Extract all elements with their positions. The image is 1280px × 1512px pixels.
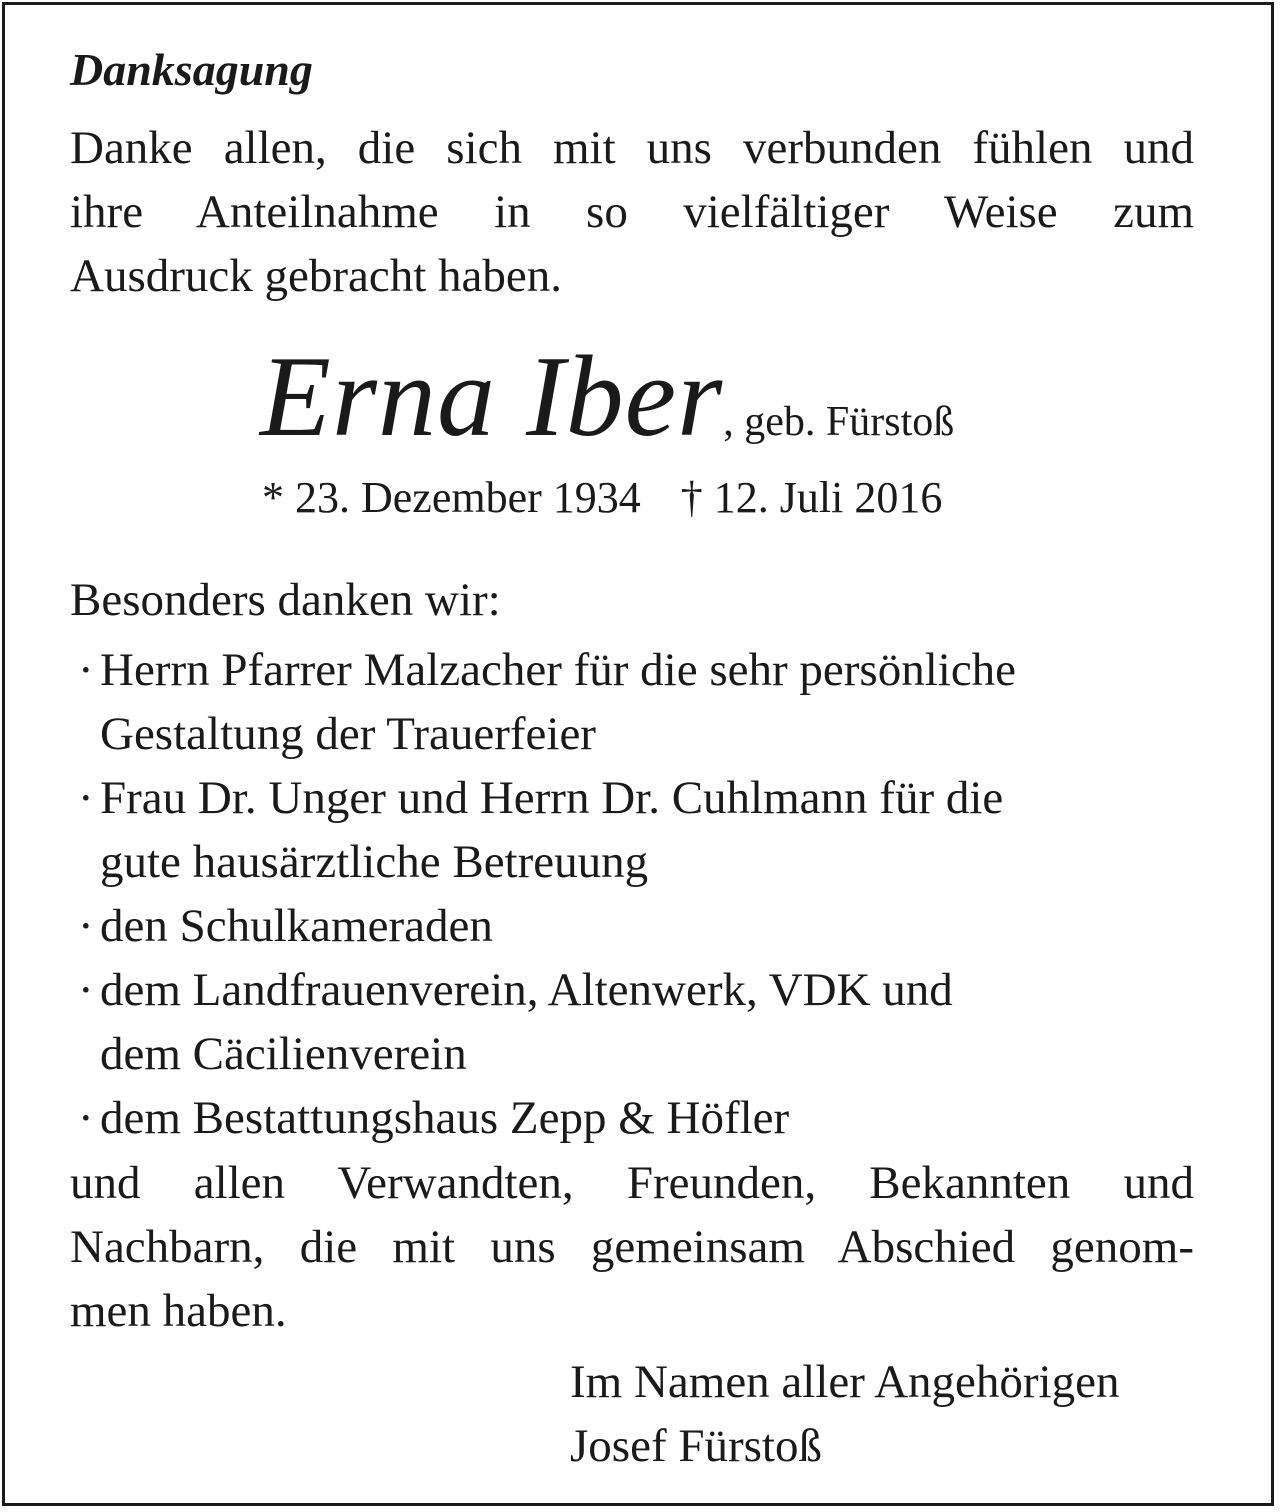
list-item bbox=[70, 1086, 1194, 1150]
closing-line-1: und allen Verwandten, Freunden, Bekannten und bbox=[70, 1157, 1194, 1209]
closing-paragraph bbox=[70, 1152, 1194, 1344]
thanks-list bbox=[70, 638, 1194, 1150]
intro-line-1: Danke allen, die sich mit uns verbunden fühlen und bbox=[70, 122, 1194, 174]
list-item-line: dem Cäcilienverein bbox=[100, 1028, 467, 1080]
bullet-dot: · bbox=[78, 644, 94, 696]
deceased-name: Erna Iber bbox=[260, 333, 724, 461]
closing-line-2: Nachbarn, die mit uns gemeinsam Abschied genom- bbox=[70, 1221, 1194, 1273]
list-item-line: Herrn Pfarrer Malzacher für die sehr persönliche bbox=[100, 644, 1017, 696]
intro-paragraph bbox=[70, 116, 1194, 308]
notice-heading: Danksagung bbox=[70, 44, 313, 95]
signature-line-1: Im Namen aller Angehörigen bbox=[570, 1356, 1120, 1408]
life-dates bbox=[262, 470, 942, 526]
list-item bbox=[70, 958, 1194, 1086]
intro-line-2: ihre Anteilnahme in so vielfältiger Weise zum bbox=[70, 186, 1194, 238]
list-item-line: dem Landfrauenverein, Altenwerk, VDK und bbox=[100, 964, 953, 1016]
deceased-birth-name: , geb. Fürstoß bbox=[723, 399, 955, 445]
bullet-dot: · bbox=[78, 964, 94, 1016]
intro-line-3: Ausdruck gebracht haben. bbox=[70, 250, 563, 302]
list-item bbox=[70, 766, 1194, 894]
deceased-name-block bbox=[260, 332, 954, 462]
death-date: † 12. Juli 2016 bbox=[680, 473, 943, 522]
list-item bbox=[70, 894, 1194, 958]
bullet-dot: · bbox=[78, 1092, 94, 1144]
list-item bbox=[70, 638, 1194, 766]
list-item-line: Frau Dr. Unger und Herrn Dr. Cuhlmann für die bbox=[100, 772, 1004, 824]
list-item-line: gute hausärztliche Betreuung bbox=[100, 836, 649, 888]
birth-date: * 23. Dezember 1934 bbox=[262, 473, 641, 522]
signature-block bbox=[570, 1350, 1119, 1478]
closing-line-3: men haben. bbox=[70, 1285, 287, 1337]
bullet-dot: · bbox=[78, 772, 94, 824]
list-item-line: Gestaltung der Trauerfeier bbox=[100, 708, 596, 760]
bullet-dot: · bbox=[78, 900, 94, 952]
signature-name: Josef Fürstoß bbox=[570, 1420, 822, 1472]
list-item-line: den Schulkameraden bbox=[100, 900, 493, 952]
thanks-intro: Besonders danken wir: bbox=[70, 574, 501, 626]
list-item-line: dem Bestattungshaus Zepp & Höfler bbox=[100, 1092, 790, 1144]
